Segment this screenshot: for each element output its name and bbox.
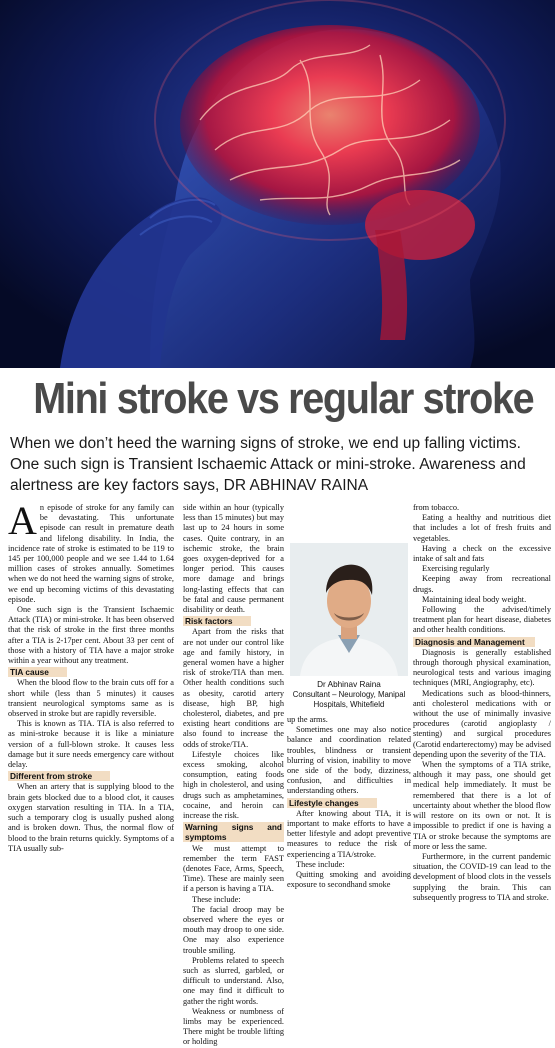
subhead-lifestyle-changes: Lifestyle changes — [287, 798, 377, 808]
headline: Mini stroke vs regular stroke — [33, 374, 534, 423]
paragraph: Weakness or numbness of limbs may be experienced. There might be trouble lifting or holding — [183, 1006, 284, 1047]
paragraph: When the symptoms of a TIA strike, although it may pass, one should get medical help immediately. It must be remembered that there is a lot of uncertainty about whether the blood flow will restore on its own or not. It is impossible to predict if one is having a TIA or stroke because the symptoms are more or less the same. — [413, 760, 551, 851]
paragraph: Exercising regularly — [422, 564, 490, 574]
paragraph: Medications such as blood-thinners, anti cholesterol medications with or without the use of minimally invasive procedures (carotid angioplasty / stenting) and surgical procedures (Carotid endarterectomy) may be advised depending upon the severity of the TIA. — [413, 688, 551, 759]
hero-image — [0, 0, 555, 368]
paragraph: Furthermore, in the current pandemic situation, the COVID-19 can lead to the development of blood clots in the vessels supplying the brain. This can subsequently progress to TIA and stroke. — [413, 851, 551, 902]
paragraph: The facial droop may be observed where the eyes or mouth may droop to one side. One may also experience trouble smiling. — [183, 904, 284, 955]
paragraph: When an artery that is supplying blood to the brain gets blocked due to a blood clot, it causes oxygen starvation resulting in TIA. In a TIA, such a temporary clog is usually pushed along and is broken down. Thus, the normal flow of blood to the brain returns quickly. Symptoms of a TIA usually sub- — [8, 782, 174, 853]
paragraph: up the arms. — [287, 715, 328, 724]
paragraph: Sometimes one may also notice balance and coordination related troubles, blindness or transient blurring of vision, inability to move one side of the body, dizziness, confusion, and difficulties in understanding others. — [287, 725, 411, 796]
paragraph: Following the advised/timely treatment plan for heart disease, diabetes and other health conditions. — [413, 605, 551, 635]
paragraph: These include: — [192, 894, 241, 904]
subhead-tia-cause: TIA cause — [8, 667, 67, 677]
intro-paragraph: An episode of stroke for any family can be devastating. This unfortunate episode can result in premature death and lifelong disability. In India, the incidence rate of stroke is estimated to be 119 to 145 per 100,000 people and we see 1.44 to 1.64 million cases of strokes annually. Sometimes when we do not heed the warning signs of stroke, we end up becoming victims of this devastating episode. — [8, 498, 174, 604]
article-column-3 — [287, 715, 411, 890]
paragraph: Quitting smoking and avoiding exposure to secondhand smoke — [287, 870, 411, 890]
article-column-2 — [183, 503, 284, 1048]
paragraph: These include: — [296, 859, 345, 869]
paragraph: Keeping away from recreational drugs. — [413, 574, 551, 594]
paragraph: This is known as TIA. TIA is also referred to as mini-stroke because it is like a miniature version of a full-blown stroke. It causes less damage but it sure needs emergency care without delay. — [8, 719, 174, 770]
paragraph: Maintaining ideal body weight. — [422, 594, 527, 604]
paragraph: Eating a healthy and nutritious diet that includes a lot of fresh fruits and vegetables. — [413, 513, 551, 543]
caption-role: Consultant – Neurology, Manipal Hospitals, Whitefield — [292, 690, 406, 709]
subhead-warning-signs: Warning signs and symptoms — [185, 822, 282, 843]
paragraph: Lifestyle choices like excess smoking, alcohol consumption, eating foods high in cholesterol, and using drugs such as amphetamines, cocaine, and heroin can increase the risk. — [183, 749, 284, 821]
paragraph: After knowing about TIA, it is important to make efforts to have a better lifestyle and adopt preventive measures to reduce the risk of experiencing a TIA/stroke. — [287, 808, 411, 859]
subhead-different-from-stroke: Different from stroke — [8, 771, 110, 781]
paragraph: Problems related to speech such as slurred, garbled, or difficult to understand. Also, one may find it difficult to gather the right words. — [183, 955, 284, 1006]
paragraph: One such sign is the Transient Ischaemic Attack (TIA) or mini-stroke. It has been observed that the risk of stroke in the first three months after a TIA is 2-17per cent. About 33 per cent of those with a history of TIA have a major stroke within a year without any treatment. — [8, 605, 174, 666]
article-column-4 — [413, 503, 551, 903]
paragraph: Having a check on the excessive intake of salt and fats — [413, 543, 551, 564]
paragraph: from tobacco. — [413, 503, 460, 512]
paragraph: We must attempt to remember the term FAST (denotes Face, Arms, Speech, Time). These are mainly seen if a person is having a TIA. — [183, 843, 284, 894]
caption-name: Dr Abhinav Raina — [317, 680, 381, 689]
author-photo — [290, 543, 408, 676]
subhead-risk-factors: Risk factors — [183, 616, 251, 626]
paragraph: side within an hour (typically less than 15 minutes) but may last up to 24 hours in some cases. Quite contrary, in an ischemic stroke, the brain goes oxygen-deprived for a longer period. This causes more damage and brings long-lasting effects that can be fatal and cause permanent disability or death. — [183, 503, 284, 615]
paragraph: Diagnosis is generally established through thorough physical examination, neurological tests and various imaging techniques (MRI, Angiography, etc). — [413, 647, 551, 688]
author-portrait — [290, 543, 408, 676]
brain-illustration — [0, 0, 555, 368]
paragraph: Apart from the risks that are not under our control like age and family history, in general women have a higher risk of stroke/TIA than men. Other health conditions such as obesity, carotid artery disease, high BP, high cholesterol, diabetes, and pre existing heart conditions are also found to increase the odds of stroke/TIA. — [183, 627, 284, 749]
drop-cap: A — [8, 498, 37, 543]
paragraph: When the blood flow to the brain cuts off for a short while (less than 5 minutes) it causes transient neurological symptoms same as is observed in stroke but are rapidly reversible. — [8, 678, 174, 719]
article-column-1 — [8, 498, 174, 854]
deck: When we don’t heed the warning signs of stroke, we end up falling victims. One such sign is Transient Ischaemic Attack or mini-stroke. Awareness and alertness are key factors says, DR ABHINAV RAINA — [10, 435, 526, 494]
subhead-diagnosis: Diagnosis and Management — [413, 637, 535, 647]
